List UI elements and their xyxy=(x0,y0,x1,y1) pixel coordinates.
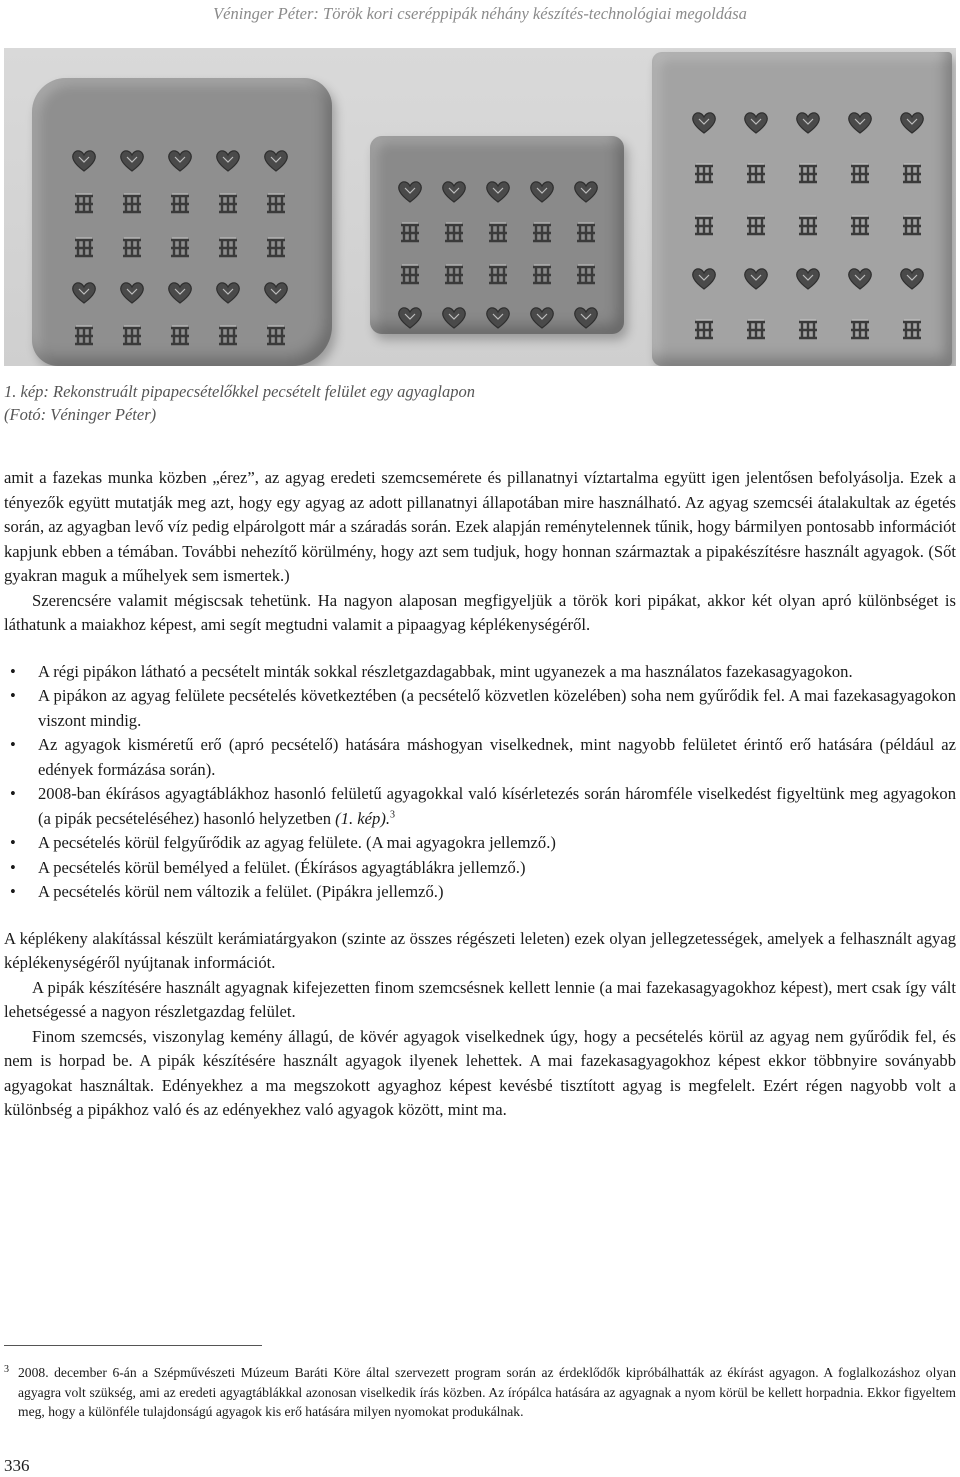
bullet-list xyxy=(4,660,956,905)
fleur-stamp-icon xyxy=(476,212,520,254)
list-item: • A pecsételés körül felgyűrődik az agyag felülete. (A mai agyagokra jellemző.) xyxy=(4,831,956,856)
fleur-stamp-icon xyxy=(252,314,300,358)
bullet-dot: • xyxy=(10,833,16,852)
fleur-stamp-icon xyxy=(782,200,834,252)
figure-reference: (1. kép). xyxy=(335,808,390,828)
figure-photo xyxy=(4,48,956,366)
heart-stamp-icon xyxy=(388,296,432,338)
fleur-stamp-icon xyxy=(886,148,938,200)
clay-tile-3 xyxy=(652,52,952,366)
heart-stamp-icon xyxy=(156,270,204,314)
footnote xyxy=(4,1363,956,1422)
list-item: • 2008-ban ékírásos agyagtáblákhoz hasonló felületű agyagokkal való kísérletezés során háromféle viselkedést figyeltünk meg agyagokon (a pipák pecsételéséhez) hasonló helyzetben (1. kép).$^3$ xyxy=(10,784,956,828)
body-text xyxy=(4,466,956,1123)
heart-stamp-icon xyxy=(476,296,520,338)
bullet-dot: • xyxy=(10,857,16,877)
heart-stamp-icon xyxy=(730,96,782,148)
fleur-stamp-icon xyxy=(388,212,432,254)
fleur-stamp-icon xyxy=(834,200,886,252)
fleur-stamp-icon xyxy=(156,226,204,270)
fleur-stamp-icon xyxy=(60,182,108,226)
fleur-stamp-icon xyxy=(730,304,782,356)
list-item: • A pipákon az agyag felülete pecsételés következtében (a pecsételő közvetlen közelében) soha nem gyűrődik fel. A mai fazekasagyagokon viszont mindig. xyxy=(10,686,956,730)
footnote-divider xyxy=(4,1345,262,1346)
fleur-stamp-icon xyxy=(730,148,782,200)
fleur-stamp-icon xyxy=(476,254,520,296)
heart-stamp-icon xyxy=(156,138,204,182)
fleur-stamp-icon xyxy=(886,304,938,356)
heart-stamp-icon xyxy=(782,96,834,148)
bullet-dot: • xyxy=(10,882,16,901)
fleur-stamp-icon xyxy=(564,212,608,254)
fleur-stamp-icon xyxy=(730,200,782,252)
heart-stamp-icon xyxy=(886,252,938,304)
heart-stamp-icon xyxy=(476,170,520,212)
heart-stamp-icon xyxy=(834,96,886,148)
fleur-stamp-icon xyxy=(678,200,730,252)
fleur-stamp-icon xyxy=(678,148,730,200)
paragraph-5: Finom szemcsés, viszonylag kemény állagú, de kövér agyagok viselkednek úgy, hogy a pecsételés körül az agyag nem gyűrődik fel, és nem is horpad be. A pipák készítésére használt agyagok ilyenek lehettek. A mai fazekasagyagokhoz képest ekkor többnyire soványabb agyagokat használtak. Edényekhez a ma megszokott agyaghoz képest kevésbé tisztított agyag is megfelelt. Ezért régen nagyobb volt a különbség a pipákhoz való és az edényekhez való agyagok között, mint ma. xyxy=(4,1026,956,1119)
list-item: • A pecsételés körül bemélyed a felület. (Ékírásos agyagtáblákra jellemző.) xyxy=(4,856,956,881)
running-header xyxy=(0,4,960,24)
fleur-stamp-icon xyxy=(252,182,300,226)
fleur-stamp-icon xyxy=(564,254,608,296)
heart-stamp-icon xyxy=(782,252,834,304)
caption-credit: (Fotó: Véninger Péter) xyxy=(4,405,157,424)
bullet-dot: • xyxy=(10,784,16,803)
heart-stamp-icon xyxy=(108,138,156,182)
heart-stamp-icon xyxy=(678,96,730,148)
fleur-stamp-icon xyxy=(834,304,886,356)
footnote-mark: 3 xyxy=(4,1364,9,1375)
clay-tile-1 xyxy=(32,78,332,366)
fleur-stamp-icon xyxy=(252,226,300,270)
paragraph-4: A pipák készítésére használt agyagnak kifejezetten finom szemcsésnek kellett lennie (a mai fazekasagyagokhoz képest), mert csak így vált lehetségessé a nagyon részletgazdag felület. xyxy=(4,977,956,1021)
bullet-dot: • xyxy=(10,735,16,754)
fleur-stamp-icon xyxy=(204,314,252,358)
heart-stamp-icon xyxy=(432,170,476,212)
stamp-grid-3 xyxy=(678,96,938,356)
heart-stamp-icon xyxy=(204,138,252,182)
fleur-stamp-icon xyxy=(156,314,204,358)
fleur-stamp-icon xyxy=(388,254,432,296)
heart-stamp-icon xyxy=(60,138,108,182)
header-title: Török kori cseréppipák néhány készítés-technológiai megoldása xyxy=(318,4,747,23)
bullet-dot: • xyxy=(10,686,16,705)
caption-title: 1. kép: Rekonstruált pipapecsételőkkel pecsételt felület egy agyaglapon xyxy=(4,382,475,401)
fleur-stamp-icon xyxy=(108,314,156,358)
fleur-stamp-icon xyxy=(60,314,108,358)
clay-tile-2 xyxy=(370,136,624,334)
fleur-stamp-icon xyxy=(520,254,564,296)
heart-stamp-icon xyxy=(886,96,938,148)
figure-caption xyxy=(4,380,954,426)
fleur-stamp-icon xyxy=(782,148,834,200)
fleur-stamp-icon xyxy=(782,304,834,356)
fleur-stamp-icon xyxy=(156,182,204,226)
stamp-grid-2 xyxy=(388,170,608,338)
footnote-text: 2008. december 6-án a Szépművészeti Múzeum Baráti Köre által szervezett program során az érdeklődők kipróbálhatták az ékírást agyagon. A foglalkozáshoz olyan agyagra volt szükség, ami az eredeti agyagtáblákkal azonosan viselkedik írás közben. Az írópálca hatására az agyagnak a nyom körül be kellett horpadnia. Ekkor figyeltem meg, hogy a különféle tulajdonságú agyagok kis erő hatására milyen nyomokat produkálnak. xyxy=(18,1365,956,1419)
paragraph-2: Szerencsére valamit mégiscsak tehetünk. Ha nagyon alaposan megfigyeljük a török kori pipákat, akkor két olyan apró különbséget is láthatunk a maiakhoz képest, ami segít megtudni valamit a pipaagyag képlékenységéről. xyxy=(4,590,956,634)
list-item: • A régi pipákon látható a pecsételt minták sokkal részletgazdagabbak, mint ugyanezek a ma használatos fazekasagyagokon. xyxy=(4,660,956,685)
heart-stamp-icon xyxy=(432,296,476,338)
header-author: Véninger Péter: xyxy=(213,4,319,23)
heart-stamp-icon xyxy=(730,252,782,304)
fleur-stamp-icon xyxy=(886,200,938,252)
heart-stamp-icon xyxy=(520,170,564,212)
paragraph-1: amit a fazekas munka közben „érez”, az agyag eredeti szemcsemérete és pillanatnyi víztartalma együtt igen jelentősen befolyásolja. Ezek a tényezők együtt mutatják meg azt, hogy egy agyag az adott pillanatnyi állapotában mire használható. Az agyag szemcséi átalakultak az égetés során, az agyagban levő víz pedig elpárolgott már a száradás során. Ezek alapján reménytelennek tűnik, hogy bármilyen pontosabb információt kapjunk ebben a témában. További nehezítő körülmény, hogy azt sem tudjuk, hogy honnan származtak a pipakészítésre használt agyagok. (Sőt gyakran maguk a műhelyek sem ismertek.) xyxy=(4,468,956,585)
list-item: • Az agyagok kisméretű erő (apró pecsételő) hatására máshogyan viselkednek, mint nagyobb felületet érintő erő hatására (például az edények formázása során). xyxy=(10,735,956,779)
fleur-stamp-icon xyxy=(678,304,730,356)
heart-stamp-icon xyxy=(252,270,300,314)
heart-stamp-icon xyxy=(388,170,432,212)
fleur-stamp-icon xyxy=(204,182,252,226)
heart-stamp-icon xyxy=(520,296,564,338)
heart-stamp-icon xyxy=(834,252,886,304)
fleur-stamp-icon xyxy=(108,226,156,270)
fleur-stamp-icon xyxy=(834,148,886,200)
heart-stamp-icon xyxy=(564,170,608,212)
fleur-stamp-icon xyxy=(432,254,476,296)
paragraph-3: A képlékeny alakítással készült kerámiatárgyakon (szinte az összes régészeti leleten) ezek olyan jellegzetességek, amelyek a felhasznált agyag képlékenységéről nyújtanak információt. xyxy=(4,928,956,972)
heart-stamp-icon xyxy=(252,138,300,182)
heart-stamp-icon xyxy=(60,270,108,314)
fleur-stamp-icon xyxy=(204,226,252,270)
heart-stamp-icon xyxy=(204,270,252,314)
fleur-stamp-icon xyxy=(432,212,476,254)
footnote-ref: 3 xyxy=(390,808,395,820)
heart-stamp-icon xyxy=(564,296,608,338)
list-item: • A pecsételés körül nem változik a felület. (Pipákra jellemző.) xyxy=(4,880,956,905)
heart-stamp-icon xyxy=(678,252,730,304)
fleur-stamp-icon xyxy=(60,226,108,270)
page-number: 336 xyxy=(4,1456,30,1475)
heart-stamp-icon xyxy=(108,270,156,314)
fleur-stamp-icon xyxy=(520,212,564,254)
bullet-dot: • xyxy=(10,661,16,681)
stamp-grid-1 xyxy=(60,138,300,358)
fleur-stamp-icon xyxy=(108,182,156,226)
